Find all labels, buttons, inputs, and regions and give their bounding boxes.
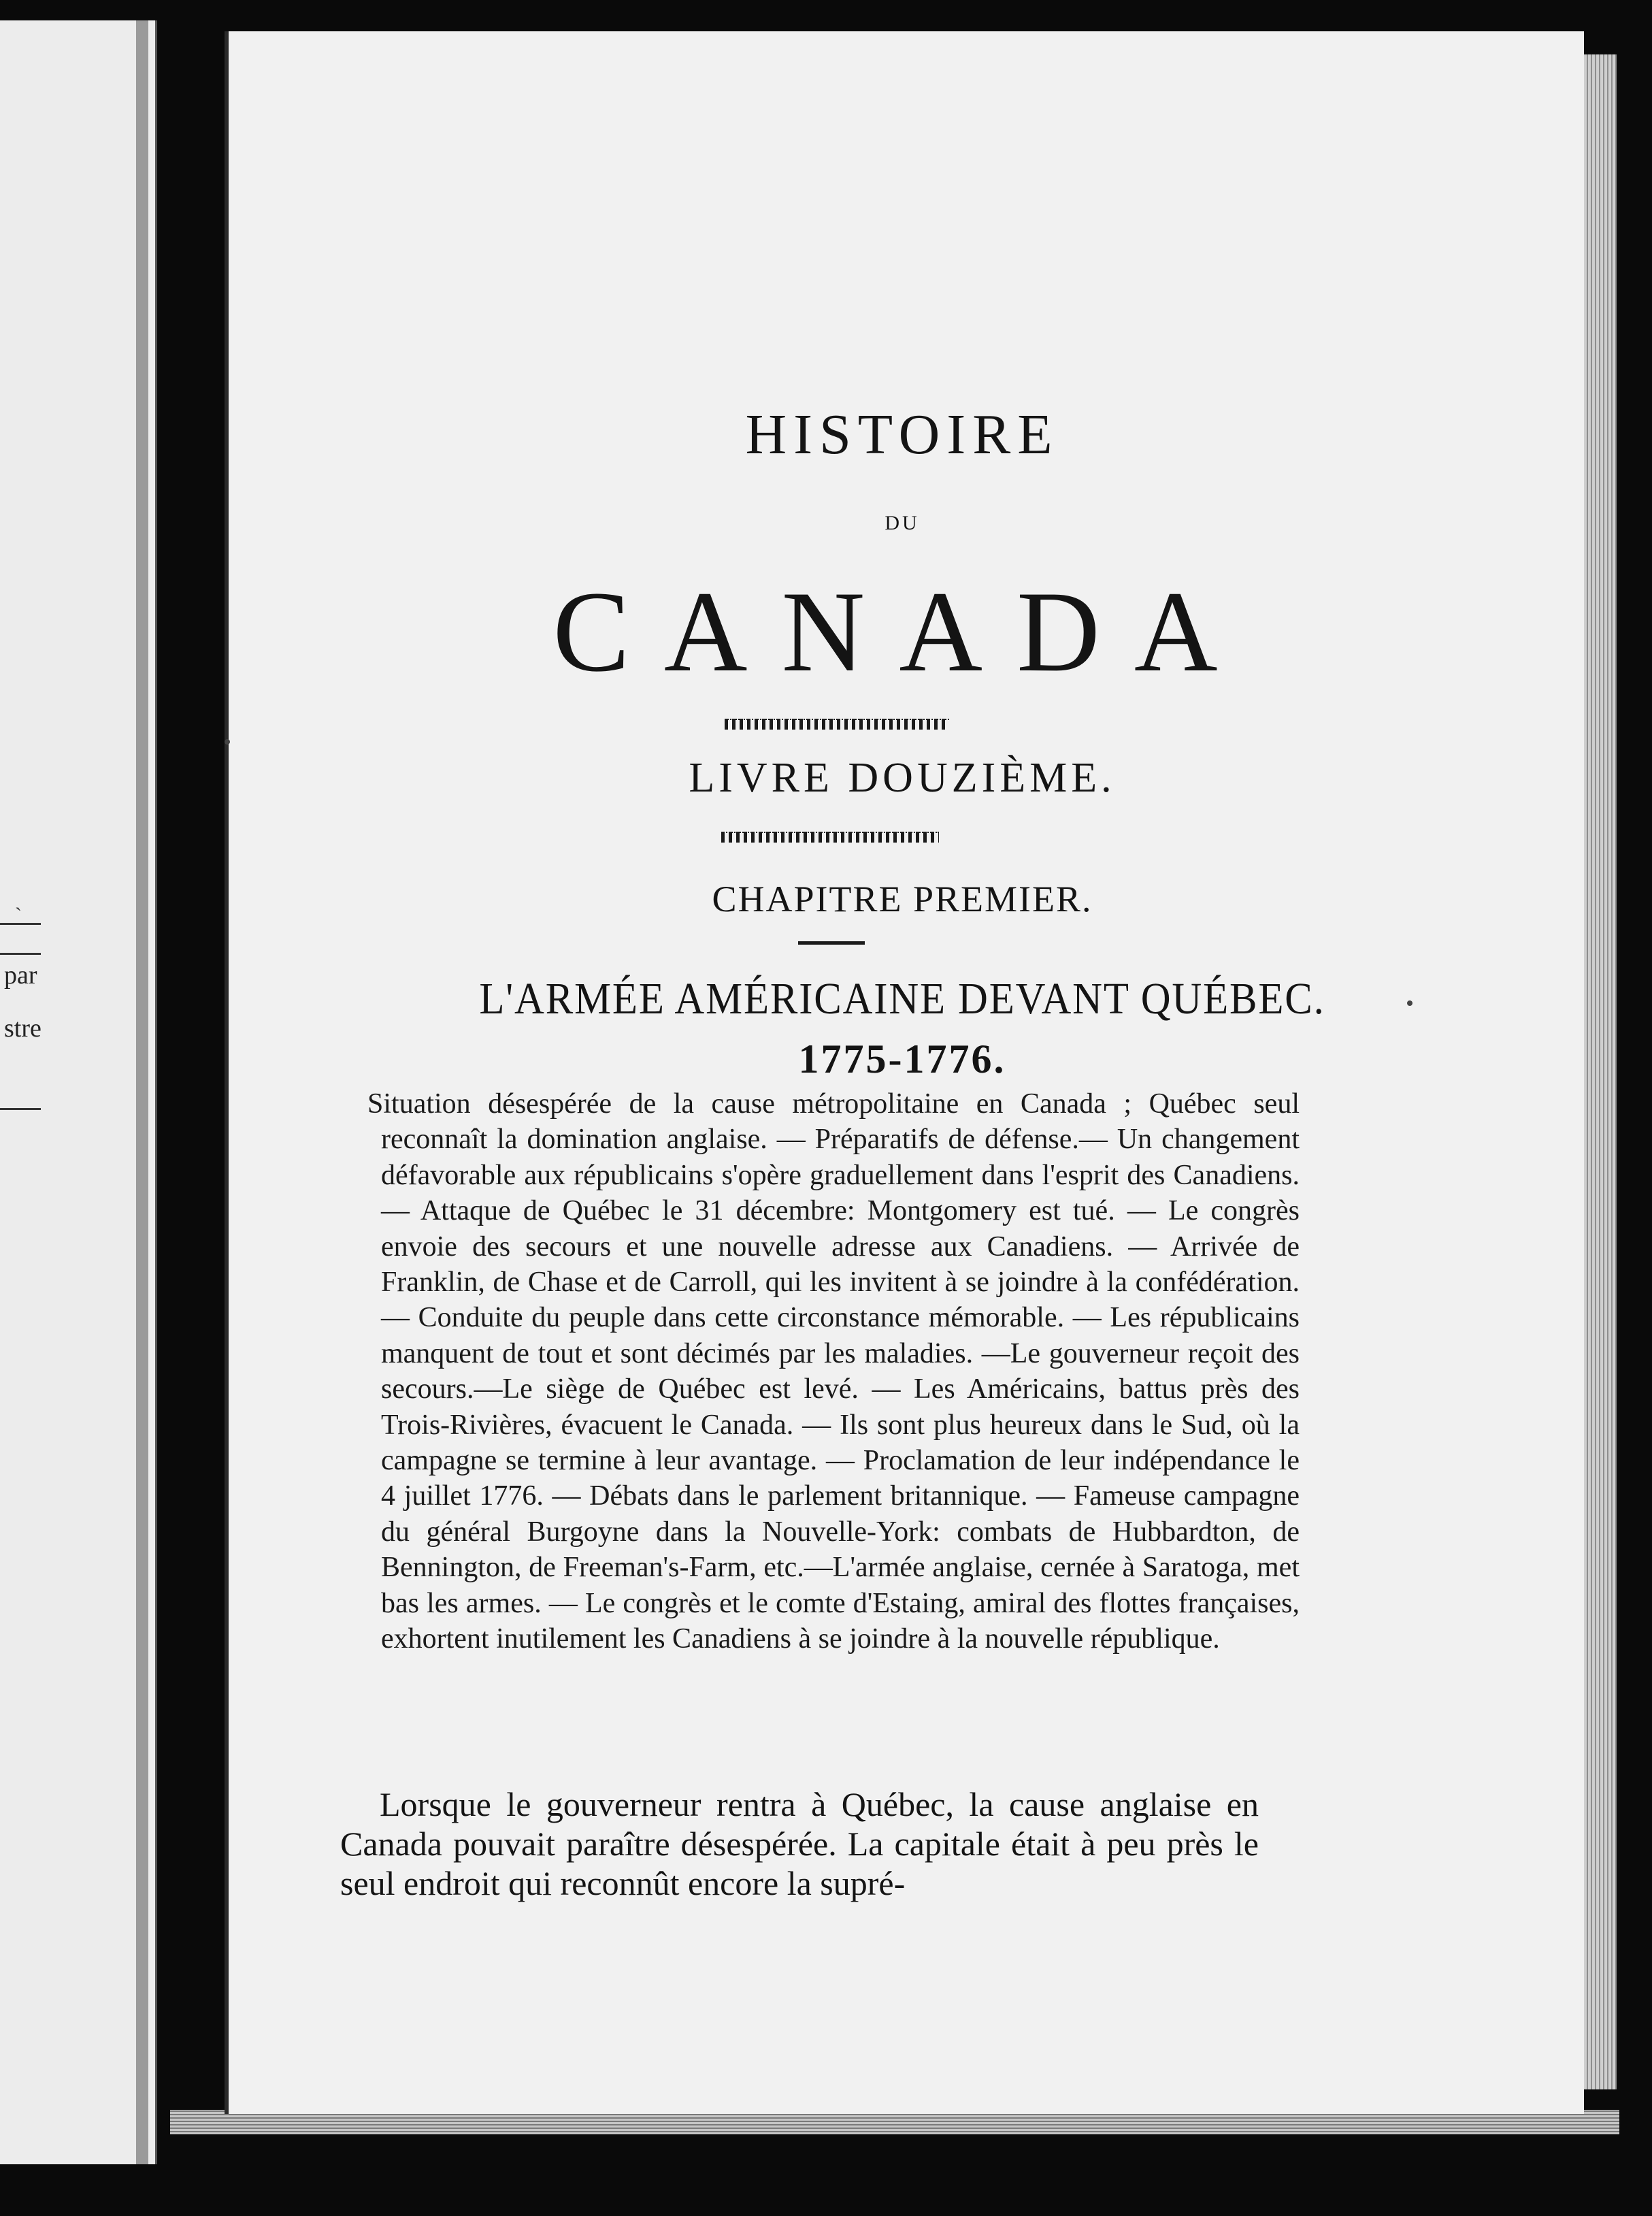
title-histoire: HISTOIRE <box>745 403 1059 466</box>
body-paragraph <box>340 1785 1259 1903</box>
chapter-title: L'ARMÉE AMÉRICAINE DEVANT QUÉBEC. <box>479 974 1325 1024</box>
decorative-rule <box>725 719 949 730</box>
page-gutter <box>136 20 148 2164</box>
facing-page-rule-mid <box>0 923 41 925</box>
facing-page-rule-bottom <box>0 1108 41 1110</box>
chapter-heading: CHAPITRE PREMIER. <box>712 879 1093 919</box>
facing-page <box>0 20 157 2164</box>
facing-page-mark: ` <box>15 904 22 926</box>
decorative-rule <box>721 832 939 843</box>
title-canada: CANADA <box>552 568 1252 696</box>
chapter-years: 1775-1776. <box>798 1037 1006 1081</box>
title-du: DU <box>885 512 920 534</box>
book-heading: LIVRE DOUZIÈME. <box>689 755 1116 801</box>
facing-page-text-line: par <box>4 961 37 990</box>
body-text: Lorsque le gouverneur rentra à Québec, la cause anglaise en Canada pouvait paraître désespérée. La capitale était à peu près le seul endroit qui reconnût encore la supré- <box>340 1785 1259 1902</box>
facing-page-rule-top <box>0 953 41 955</box>
chapter-summary <box>361 1086 1300 1657</box>
summary-text: Situation désespérée de la cause métropolitaine en Canada ; Québec seul reconnaît la domination anglaise. — Préparatifs de défense.— Un changement défavorable aux républicains s'opère graduellement dans l'esprit des Canadiens. — Attaque de Québec le 31 décembre: Montgomery est tué. — Le congrès envoie des secours et une nouvelle adresse aux Canadiens. — Arrivée de Franklin, de Chase et de Carroll, qui les invitent à se joindre à la confédération. — Conduite du peuple dans cette circonstance mémorable. — Les républicains manquent de tout et sont décimés par les maladies. —Le gouverneur reçoit des secours.—Le siège de Québec est levé. — Les Américains, battus près des Trois-Rivières, évacuent le Canada. — Ils sont plus heureux dans le Sud, où la campagne se termine à leur avantage. — Proclamation de leur indépendance le 4 juillet 1776. — Débats dans le parlement britannique. — Fameuse campagne du général Burgoyne dans la Nouvelle-York: combats de Hubbardton, de Bennington, de Freeman's-Farm, etc.—L'armée anglaise, cernée à Saratoga, met bas les armes. — Le congrès et le comte d'Estaing, amiral des flottes françaises, exhortent inutilement les Canadiens à se joindre à la nouvelle république. <box>367 1088 1300 1655</box>
short-rule <box>798 941 865 945</box>
print-speck <box>1407 1000 1413 1006</box>
print-speck <box>225 739 230 745</box>
facing-page-text-line: stre <box>4 1014 42 1043</box>
